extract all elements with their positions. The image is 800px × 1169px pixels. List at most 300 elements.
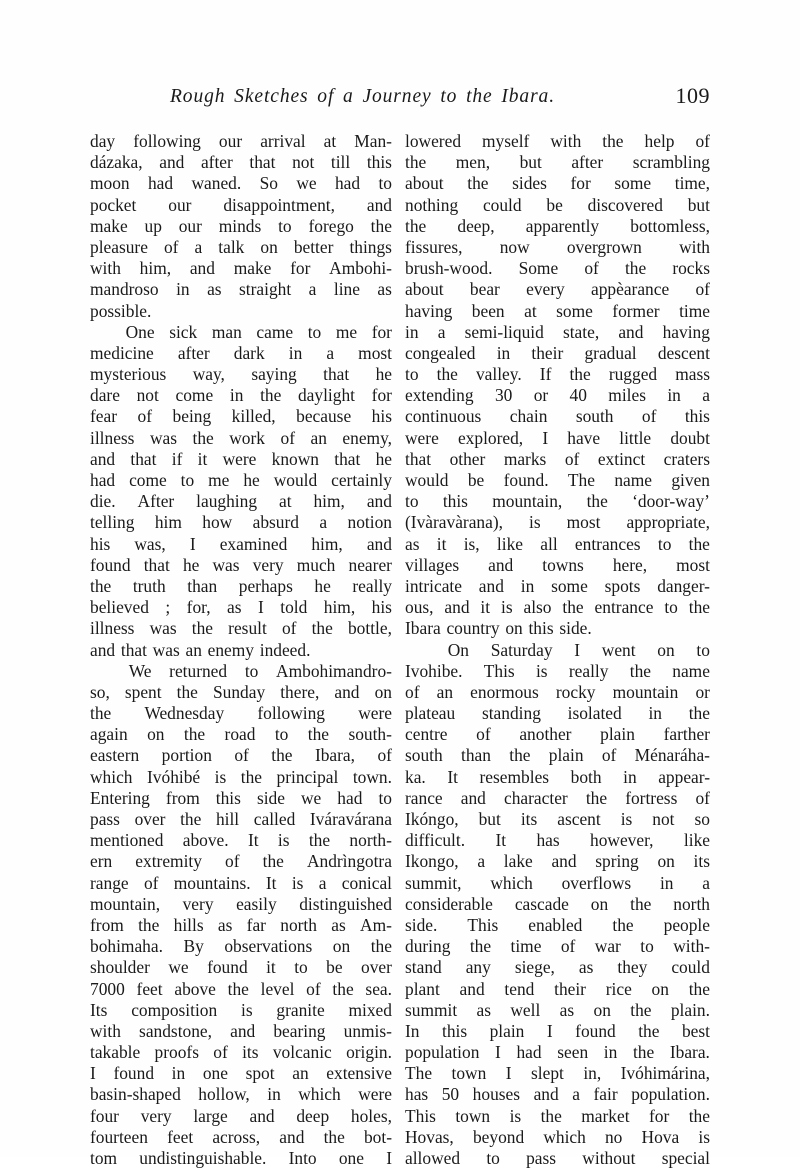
word: in [176,279,190,300]
word: It [265,872,277,893]
text-line [405,258,710,279]
word: went [601,639,636,660]
word: south- [348,724,392,745]
word: plain [600,724,635,745]
word: mountains. [173,872,251,893]
word: how [202,512,233,533]
text-line [90,703,392,724]
word: the [612,914,634,935]
word: houses [472,1084,521,1105]
text-line [90,576,392,597]
word: this [215,787,241,808]
word: pass [526,1148,557,1168]
word: was [149,427,177,448]
word: like [496,533,523,554]
word: has [405,1084,429,1105]
word: is [698,1126,710,1147]
word: he [182,554,200,575]
word: however, [590,830,654,851]
text-line [90,1127,392,1148]
word: plain. [670,999,710,1020]
word: Into [288,1148,317,1168]
word: really [568,660,609,681]
word: is [291,872,304,893]
word: in [171,1063,186,1084]
word: the [260,385,282,406]
text-line [405,830,710,851]
text-line [90,470,392,491]
text-line [90,322,392,343]
word: any [465,957,491,978]
word: is [509,1105,522,1126]
word: I [90,1063,96,1084]
word: overgrown [566,236,642,257]
word: enabled [528,914,583,935]
word: being [172,406,212,427]
text-line [405,173,710,194]
word: sandstone, [139,1020,212,1041]
word: scrambling [632,152,710,173]
word: of [405,681,420,702]
text-line [90,1000,392,1021]
word: Am- [360,914,392,935]
word: having [405,300,453,321]
word: had [516,1042,542,1063]
word: Entering [90,787,150,808]
word: at [278,491,292,512]
word: ; [165,597,171,618]
word: forego [308,215,354,236]
word: valley. [475,364,522,385]
word: very [252,554,284,575]
word: the [183,724,206,745]
word: not [292,152,315,173]
word: entrance [594,597,654,618]
text-line [90,873,392,894]
word: but [687,194,710,215]
word: rocks [672,258,710,279]
word: in [405,321,419,342]
word: to [486,1148,500,1168]
word: his [371,597,392,618]
word: deep, [457,215,495,236]
word: Man- [354,131,392,151]
word: found. [503,470,549,490]
word: one [338,1148,364,1168]
word: deep [296,1105,330,1126]
word: population [405,1042,480,1063]
word: with [90,258,121,279]
word: chain [509,406,548,427]
text-line [90,957,392,978]
word: is [500,597,513,618]
text-line [90,258,392,279]
word: on [657,851,675,872]
word: and [230,1020,256,1041]
word: of [584,258,599,279]
word: principal [276,766,339,787]
text-line [90,1106,392,1127]
word: ous, [405,597,434,618]
word: came [256,321,294,342]
word: found [575,1020,616,1041]
word: killed, [231,406,276,427]
text-line [405,1042,710,1063]
word: and [249,1105,275,1126]
text-line [90,894,392,915]
word: me [335,321,358,342]
word: in, [583,1063,602,1084]
word: men, [455,152,491,173]
word: I [505,1063,512,1084]
word: every [526,279,565,300]
word: him, [313,491,345,512]
text-line [405,555,710,576]
word: the [436,364,458,385]
word: ascent [557,809,601,829]
word: the [688,703,710,724]
text-line [405,364,710,385]
word: his [371,406,392,427]
word: people [663,914,710,935]
word: would [405,470,449,490]
word: (Ivàravàrana), [405,512,503,533]
text-line: Ibara country on this side. [405,618,592,639]
word: the [332,978,354,999]
word: rance [405,787,443,808]
word: origin. [346,1042,392,1063]
word: which [90,766,133,787]
word: to [378,787,392,808]
word: 50 [441,1084,460,1105]
word: for [371,321,392,342]
word: the [370,936,392,957]
word: we [296,173,317,194]
text-line [90,745,392,766]
text-line [90,364,392,385]
word: mandroso [90,279,159,300]
word: hollow, [198,1084,250,1105]
word: extending [405,385,474,406]
word: straight [239,279,292,300]
text-line [405,470,710,491]
word: a [702,385,710,406]
word: the [262,851,284,872]
word: one [202,1063,228,1084]
word: side [256,787,285,808]
word: enemy, [342,427,392,448]
word: Hovas, [405,1126,454,1147]
word: marks [503,448,547,469]
word: as [559,999,575,1020]
word: die. [90,491,116,512]
word: with- [673,936,710,957]
word: his [90,533,111,554]
word: dare [90,385,120,406]
word: feet [136,978,163,999]
word: of [695,787,710,808]
word: to [294,957,308,978]
word: This [405,1105,436,1126]
word: an [310,427,327,448]
text-line: possible. [90,300,152,321]
word: we [300,787,322,808]
word: I [546,1020,553,1041]
word: holes, [350,1105,392,1126]
word: were [358,703,392,724]
word: cascade [514,893,569,914]
word: across, [212,1126,261,1147]
word: minds [218,215,262,236]
text-line [90,1148,392,1169]
word: could [671,957,710,978]
text-line [90,851,392,872]
text-line [90,682,392,703]
word: standing [481,703,541,724]
text-line [405,1127,710,1148]
word: and [478,575,504,596]
text-line [90,767,392,788]
word: is, [463,533,480,554]
word: was [149,618,177,639]
word: it [436,533,447,554]
word: Ambohimandro- [276,660,392,681]
word: fair [593,1084,618,1105]
word: I [574,639,581,660]
word: a [702,872,710,893]
text-line [405,724,710,745]
word: disappointment, [223,194,335,215]
word: most [566,512,601,533]
word: truth [132,575,166,596]
word: come [175,385,214,406]
word: not [136,385,159,406]
word: which [298,1084,341,1105]
word: in [667,385,681,406]
text-line [90,555,392,576]
word: four [90,1105,119,1126]
word: after [571,152,604,173]
word: or [533,385,549,406]
word: extremity [135,851,202,872]
text-line [405,1106,710,1127]
word: Saturday [490,639,553,660]
word: So [259,173,278,194]
word: and [444,597,470,618]
word: him, [139,258,172,279]
word: observations [224,936,313,957]
word: doubt [670,427,710,448]
word: known [271,448,319,469]
word: the [307,724,330,745]
word: the [176,681,198,702]
word: Ibara. [669,1042,710,1063]
word: and [488,554,514,575]
word: appropriate, [626,512,710,533]
word: of [560,936,576,957]
word: after [200,152,233,173]
word: plateau [405,703,456,724]
word: as [578,957,594,978]
word: I [386,1148,392,1168]
word: state, [562,321,600,342]
word: Ibara, [314,745,356,766]
word: discovered [587,194,663,215]
word: is [620,809,633,829]
word: the [192,427,214,448]
word: it [480,597,491,618]
text-line [405,131,710,152]
word: medicine [90,342,154,363]
word: in [288,342,303,363]
word: over [361,957,392,978]
word: notion [347,512,392,533]
word: We [128,660,152,681]
word: the [509,745,531,766]
word: perhaps [238,575,293,596]
word: appèarance [591,279,670,300]
word: takable [90,1042,141,1063]
word: to [378,173,392,194]
text-line [90,152,392,173]
word: given [671,470,710,490]
word: Ménaráha- [634,745,710,766]
word: and [459,978,485,999]
word: in [229,385,244,406]
word: as [476,999,492,1020]
word: had [337,787,363,808]
word: Andrìngotra [306,851,392,872]
word: and [90,448,116,469]
word: to [657,533,672,554]
word: continuous [405,406,482,427]
word: a [318,872,327,893]
word: unmis- [343,1020,392,1041]
word: bearing [273,1020,326,1041]
word: which [543,1126,586,1147]
word: apparently [525,215,600,236]
word: difficult. [405,830,466,851]
word: danger- [657,575,710,596]
word: this [442,491,468,512]
word: ‘door-way’ [632,491,710,512]
word: the [688,978,710,999]
word: as [207,279,222,300]
word: large [193,1105,228,1126]
word: well [510,999,541,1020]
word: of [476,724,491,745]
text-line [405,449,710,470]
word: in [603,1042,618,1063]
word: slept [531,1063,564,1084]
word: and [189,258,215,279]
word: the [586,491,608,512]
word: at [524,300,537,321]
word: me [208,470,230,490]
word: little [619,427,652,448]
word: very [140,1105,172,1126]
word: over [134,809,166,829]
word: the [271,745,293,766]
word: the [370,215,392,236]
word: work [229,427,265,448]
word: were [405,427,439,448]
word: things [349,236,392,257]
word: fissures, [405,236,463,257]
word: if [171,448,183,469]
word: bohimaha. [90,936,163,957]
word: and [159,152,185,173]
word: for [290,258,311,279]
word: or [695,681,710,702]
word: now [499,236,530,257]
word: of [137,406,153,427]
word: been [471,300,505,321]
word: brush-wood. [405,258,493,279]
word: to [664,597,678,618]
word: that [130,448,157,469]
word: south [405,745,443,766]
word: of [306,978,321,999]
word: pleasure [90,236,148,257]
word: miles [608,385,646,406]
text-line [405,979,710,1000]
word: so, [90,681,110,702]
word: some [551,575,588,596]
word: proofs [154,1042,199,1063]
word: and [279,1126,305,1147]
word: were [222,448,257,469]
word: without [582,1148,636,1168]
word: summit, [405,872,462,893]
word: and [460,787,486,808]
word: tend [504,978,535,999]
word: had [147,173,174,194]
word: explored, [457,427,524,448]
word: time [679,300,710,321]
text-line [90,724,392,745]
word: I [258,597,264,618]
word: rice [605,978,632,999]
word: the [585,787,608,808]
word: were [358,1084,392,1105]
word: extinct [597,448,646,469]
word: intricate [405,575,462,596]
word: sick [169,321,198,342]
word: on [260,236,278,257]
word: from [90,914,124,935]
word: of [695,131,710,151]
word: conical [341,872,392,893]
word: he [243,470,260,490]
text-line [405,915,710,936]
word: dark [233,342,265,363]
word: the [630,893,652,914]
text-line [90,237,392,258]
word: with [550,131,582,151]
word: The [567,470,595,490]
word: the [602,131,624,151]
word: plain [489,1020,525,1041]
text-line [90,406,392,427]
word: he [375,448,392,469]
word: but [519,152,542,173]
word: it [266,957,276,978]
text-line [405,152,710,173]
word: as [331,914,346,935]
text-line [90,428,392,449]
word: the [569,364,591,385]
